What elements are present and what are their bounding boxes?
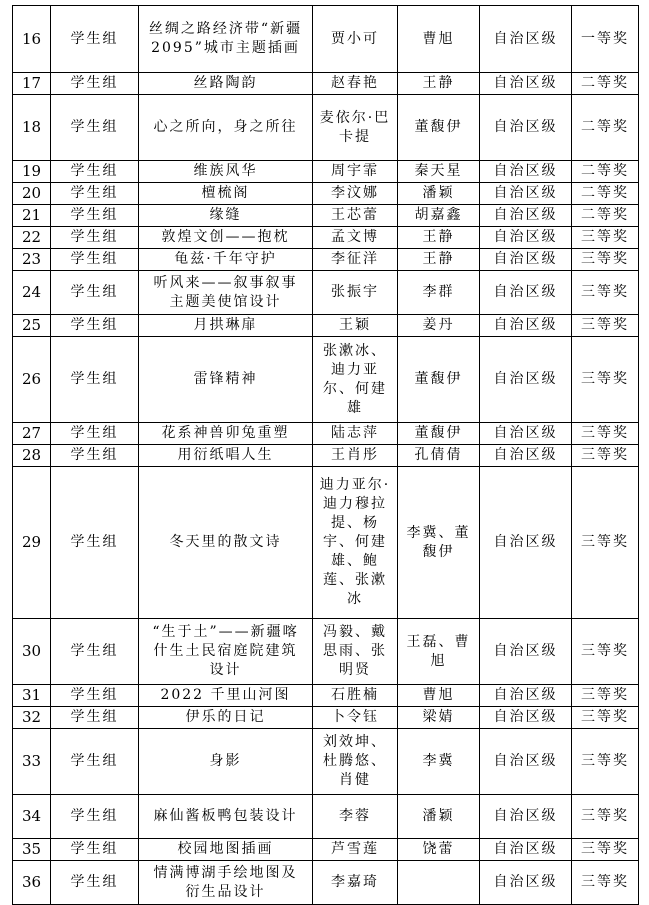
level-cell: 自治区级 (480, 467, 572, 619)
awards-table-page (12, 5, 638, 905)
level-cell: 自治区级 (480, 445, 572, 467)
table-row (13, 685, 639, 707)
group-cell: 学生组 (51, 839, 139, 861)
award-cell: 二等奖 (572, 205, 639, 227)
table-row (13, 861, 639, 905)
row-number: 20 (13, 183, 51, 205)
award-cell: 三等奖 (572, 227, 639, 249)
table-row (13, 6, 639, 73)
table-row (13, 205, 639, 227)
group-cell: 学生组 (51, 619, 139, 685)
advisor-cell: 李冀、董馥伊 (398, 467, 480, 619)
work-title-cell: 麻仙酱板鸭包装设计 (139, 795, 313, 839)
group-cell: 学生组 (51, 685, 139, 707)
table-row (13, 95, 639, 161)
row-number: 33 (13, 729, 51, 795)
work-title-cell: 丝路陶韵 (139, 73, 313, 95)
award-cell: 三等奖 (572, 707, 639, 729)
table-row (13, 839, 639, 861)
awards-table-body (13, 6, 639, 905)
group-cell: 学生组 (51, 95, 139, 161)
advisor-cell: 董馥伊 (398, 423, 480, 445)
advisor-cell (398, 861, 480, 905)
work-title-cell: 龟兹·千年守护 (139, 249, 313, 271)
award-cell: 三等奖 (572, 315, 639, 337)
award-cell: 三等奖 (572, 795, 639, 839)
award-cell: 二等奖 (572, 161, 639, 183)
level-cell: 自治区级 (480, 861, 572, 905)
work-title-cell: “生于土”——新疆喀什生土民宿庭院建筑设计 (139, 619, 313, 685)
advisor-cell: 孔倩倩 (398, 445, 480, 467)
row-number: 22 (13, 227, 51, 249)
award-cell: 二等奖 (572, 95, 639, 161)
level-cell: 自治区级 (480, 227, 572, 249)
table-row (13, 707, 639, 729)
advisor-cell: 秦天星 (398, 161, 480, 183)
authors-cell: 芦雪莲 (313, 839, 398, 861)
authors-cell: 周宇霏 (313, 161, 398, 183)
table-row (13, 619, 639, 685)
group-cell: 学生组 (51, 227, 139, 249)
group-cell: 学生组 (51, 337, 139, 423)
advisor-cell: 王静 (398, 73, 480, 95)
row-number: 19 (13, 161, 51, 183)
level-cell: 自治区级 (480, 183, 572, 205)
group-cell: 学生组 (51, 205, 139, 227)
award-cell: 三等奖 (572, 729, 639, 795)
award-cell: 二等奖 (572, 183, 639, 205)
level-cell: 自治区级 (480, 73, 572, 95)
advisor-cell: 曹旭 (398, 6, 480, 73)
advisor-cell: 胡嘉鑫 (398, 205, 480, 227)
level-cell: 自治区级 (480, 271, 572, 315)
row-number: 32 (13, 707, 51, 729)
authors-cell: 卜令钰 (313, 707, 398, 729)
awards-table (12, 5, 639, 905)
table-row (13, 337, 639, 423)
advisor-cell: 王磊、曹旭 (398, 619, 480, 685)
work-title-cell: 缘缝 (139, 205, 313, 227)
row-number: 26 (13, 337, 51, 423)
award-cell: 三等奖 (572, 619, 639, 685)
advisor-cell: 姜丹 (398, 315, 480, 337)
group-cell: 学生组 (51, 271, 139, 315)
table-row (13, 423, 639, 445)
advisor-cell: 潘颖 (398, 183, 480, 205)
table-row (13, 249, 639, 271)
work-title-cell: 敦煌文创——抱枕 (139, 227, 313, 249)
table-row (13, 73, 639, 95)
group-cell: 学生组 (51, 161, 139, 183)
advisor-cell: 董馥伊 (398, 95, 480, 161)
work-title-cell: 心之所向，身之所往 (139, 95, 313, 161)
award-cell: 一等奖 (572, 6, 639, 73)
work-title-cell: 2022 千里山河图 (139, 685, 313, 707)
advisor-cell: 潘颖 (398, 795, 480, 839)
row-number: 17 (13, 73, 51, 95)
table-row (13, 271, 639, 315)
level-cell: 自治区级 (480, 707, 572, 729)
level-cell: 自治区级 (480, 795, 572, 839)
authors-cell: 王肖彤 (313, 445, 398, 467)
group-cell: 学生组 (51, 183, 139, 205)
award-cell: 二等奖 (572, 73, 639, 95)
level-cell: 自治区级 (480, 315, 572, 337)
authors-cell: 陆志萍 (313, 423, 398, 445)
level-cell: 自治区级 (480, 839, 572, 861)
authors-cell: 贾小可 (313, 6, 398, 73)
advisor-cell: 李群 (398, 271, 480, 315)
authors-cell: 王颖 (313, 315, 398, 337)
level-cell: 自治区级 (480, 619, 572, 685)
work-title-cell: 身影 (139, 729, 313, 795)
table-row (13, 729, 639, 795)
authors-cell: 赵春艳 (313, 73, 398, 95)
authors-cell: 刘效坤、杜腾悠、肖健 (313, 729, 398, 795)
work-title-cell: 听风来——叙事叙事主题美使馆设计 (139, 271, 313, 315)
group-cell: 学生组 (51, 423, 139, 445)
table-row (13, 445, 639, 467)
authors-cell: 麦依尔·巴卡提 (313, 95, 398, 161)
level-cell: 自治区级 (480, 249, 572, 271)
advisor-cell: 王静 (398, 249, 480, 271)
table-row (13, 161, 639, 183)
row-number: 36 (13, 861, 51, 905)
authors-cell: 冯毅、戴思雨、张明贤 (313, 619, 398, 685)
row-number: 29 (13, 467, 51, 619)
award-cell: 三等奖 (572, 271, 639, 315)
group-cell: 学生组 (51, 729, 139, 795)
group-cell: 学生组 (51, 6, 139, 73)
award-cell: 三等奖 (572, 861, 639, 905)
group-cell: 学生组 (51, 861, 139, 905)
advisor-cell: 董馥伊 (398, 337, 480, 423)
advisor-cell: 饶蕾 (398, 839, 480, 861)
row-number: 16 (13, 6, 51, 73)
work-title-cell: 月拱琳扉 (139, 315, 313, 337)
advisor-cell: 梁婧 (398, 707, 480, 729)
level-cell: 自治区级 (480, 685, 572, 707)
table-row (13, 467, 639, 619)
authors-cell: 李汶娜 (313, 183, 398, 205)
authors-cell: 张振宇 (313, 271, 398, 315)
level-cell: 自治区级 (480, 161, 572, 183)
award-cell: 三等奖 (572, 839, 639, 861)
advisor-cell: 曹旭 (398, 685, 480, 707)
work-title-cell: 花系神兽卯兔重塑 (139, 423, 313, 445)
award-cell: 三等奖 (572, 337, 639, 423)
authors-cell: 李蓉 (313, 795, 398, 839)
row-number: 21 (13, 205, 51, 227)
work-title-cell: 檀梳阁 (139, 183, 313, 205)
work-title-cell: 雷锋精神 (139, 337, 313, 423)
work-title-cell: 伊乐的日记 (139, 707, 313, 729)
authors-cell: 王芯蕾 (313, 205, 398, 227)
row-number: 25 (13, 315, 51, 337)
award-cell: 三等奖 (572, 467, 639, 619)
level-cell: 自治区级 (480, 95, 572, 161)
group-cell: 学生组 (51, 467, 139, 619)
award-cell: 三等奖 (572, 249, 639, 271)
group-cell: 学生组 (51, 73, 139, 95)
award-cell: 三等奖 (572, 445, 639, 467)
level-cell: 自治区级 (480, 6, 572, 73)
group-cell: 学生组 (51, 315, 139, 337)
advisor-cell: 王静 (398, 227, 480, 249)
level-cell: 自治区级 (480, 205, 572, 227)
work-title-cell: 用衍纸唱人生 (139, 445, 313, 467)
authors-cell: 孟文博 (313, 227, 398, 249)
row-number: 27 (13, 423, 51, 445)
table-row (13, 227, 639, 249)
row-number: 35 (13, 839, 51, 861)
table-row (13, 795, 639, 839)
row-number: 24 (13, 271, 51, 315)
level-cell: 自治区级 (480, 423, 572, 445)
authors-cell: 张漱冰、迪力亚尔、何建雄 (313, 337, 398, 423)
row-number: 30 (13, 619, 51, 685)
row-number: 28 (13, 445, 51, 467)
award-cell: 三等奖 (572, 423, 639, 445)
row-number: 18 (13, 95, 51, 161)
table-row (13, 315, 639, 337)
advisor-cell: 李冀 (398, 729, 480, 795)
work-title-cell: 校园地图插画 (139, 839, 313, 861)
table-row (13, 183, 639, 205)
group-cell: 学生组 (51, 249, 139, 271)
work-title-cell: 情满博湖手绘地图及衍生品设计 (139, 861, 313, 905)
level-cell: 自治区级 (480, 729, 572, 795)
row-number: 34 (13, 795, 51, 839)
authors-cell: 李嘉琦 (313, 861, 398, 905)
work-title-cell: 冬天里的散文诗 (139, 467, 313, 619)
row-number: 23 (13, 249, 51, 271)
work-title-cell: 丝绸之路经济带“新疆 2095”城市主题插画 (139, 6, 313, 73)
level-cell: 自治区级 (480, 337, 572, 423)
group-cell: 学生组 (51, 445, 139, 467)
row-number: 31 (13, 685, 51, 707)
authors-cell: 石胜楠 (313, 685, 398, 707)
authors-cell: 迪力亚尔·迪力穆拉提、杨宇、何建雄、鲍莲、张漱冰 (313, 467, 398, 619)
work-title-cell: 维族风华 (139, 161, 313, 183)
award-cell: 三等奖 (572, 685, 639, 707)
group-cell: 学生组 (51, 707, 139, 729)
group-cell: 学生组 (51, 795, 139, 839)
authors-cell: 李征洋 (313, 249, 398, 271)
